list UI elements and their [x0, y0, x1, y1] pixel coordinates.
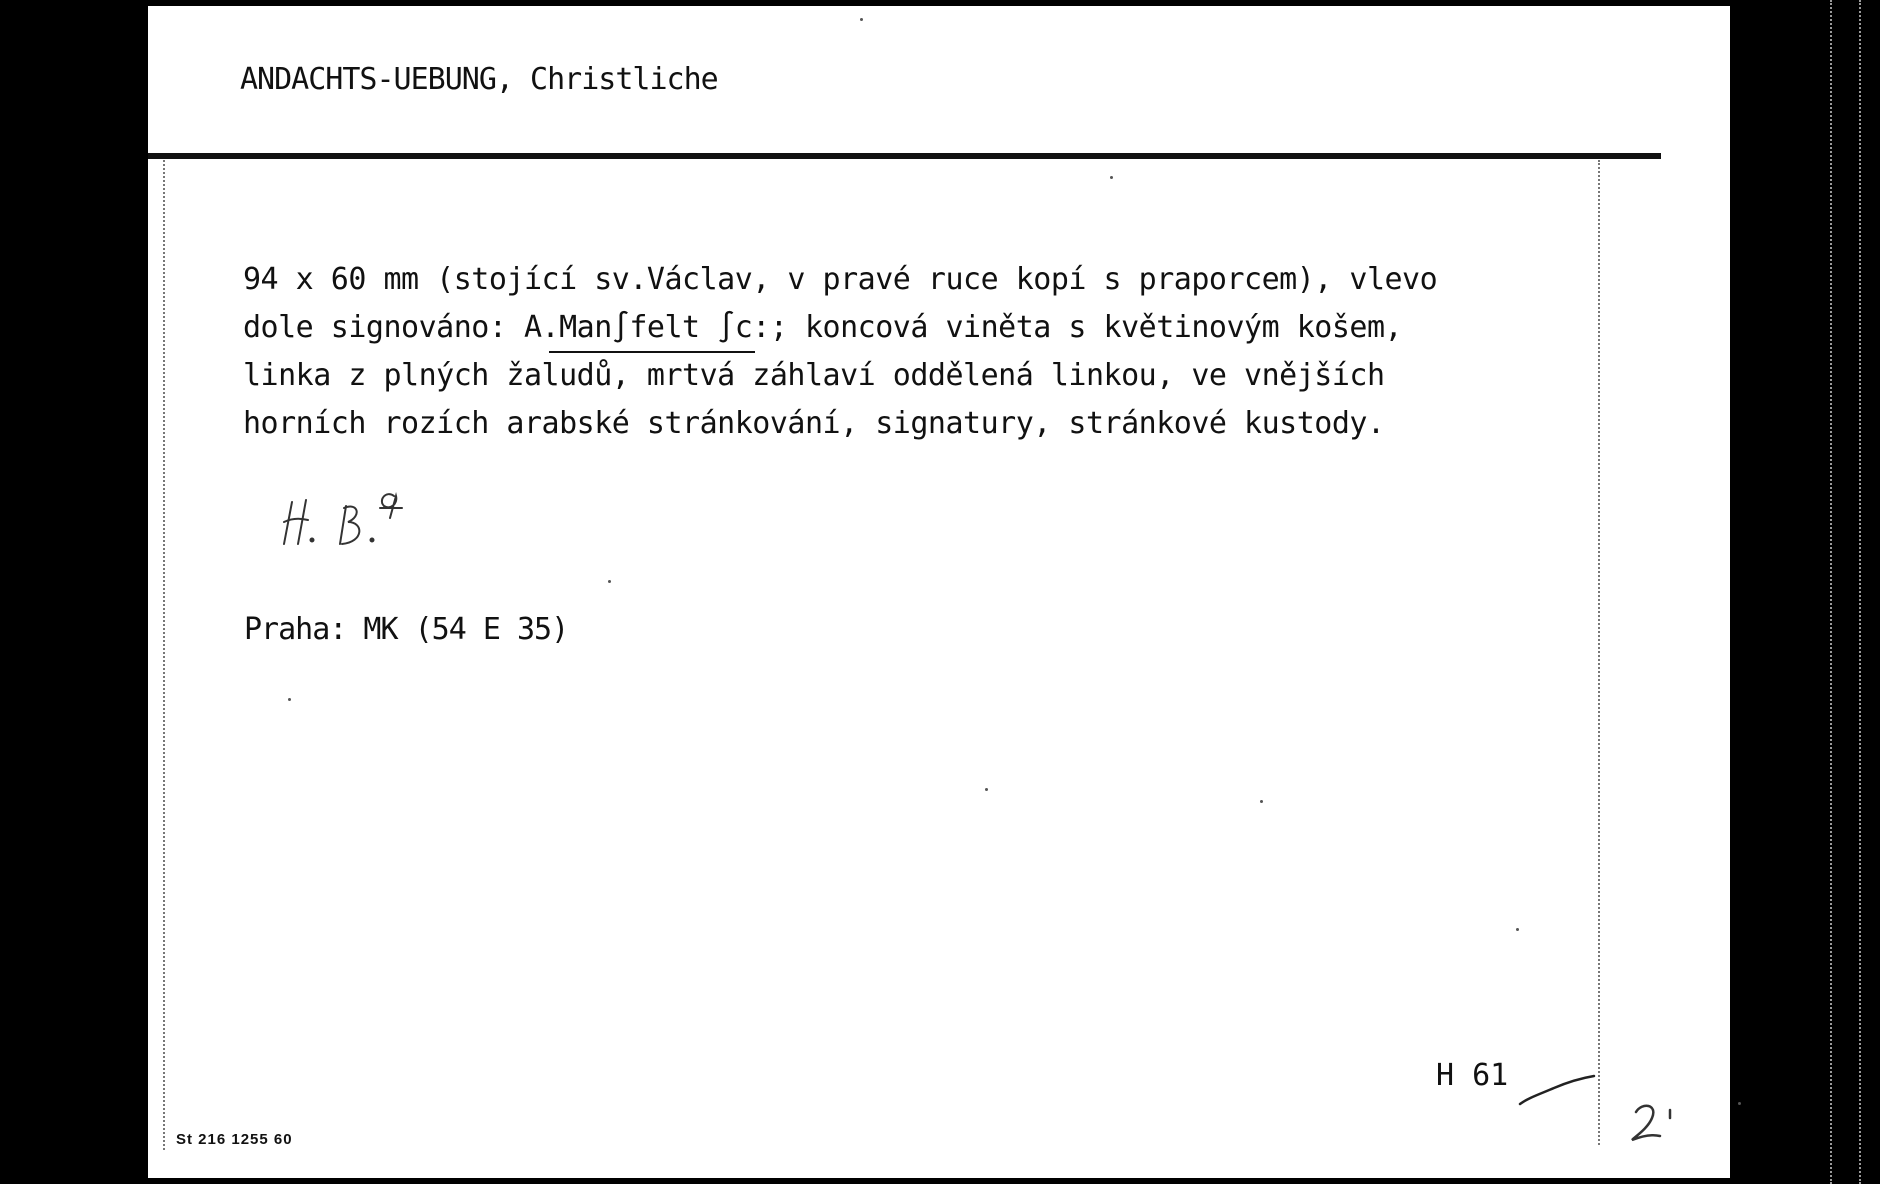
holding-location: Praha: MK (54 E 35) [244, 612, 569, 647]
speck [1516, 928, 1519, 931]
speck [608, 580, 611, 583]
handwritten-note-graphic [270, 482, 440, 562]
card-heading: ANDACHTS-UEBUNG, Christliche [240, 62, 718, 97]
speck [288, 698, 291, 701]
speck [860, 18, 863, 21]
speck [1110, 176, 1113, 179]
margin-mark-graphic [1624, 1096, 1680, 1152]
right-margin-line [1598, 160, 1600, 1145]
description-line-2: dole signováno: A.Man∫felt ∫c:; koncová viněta s květinovým košem, [243, 310, 1403, 345]
description [243, 256, 1437, 448]
description-line-3: linka z plných žaludů, mrtvá záhlaví oddělená linkou, ve vnějších [243, 358, 1385, 393]
call-number: H 61 [1436, 1058, 1509, 1093]
form-code: St 216 1255 60 [176, 1131, 293, 1148]
heading-rule [148, 153, 1661, 159]
description-line-4: horních rozích arabské stránkování, signatury, stránkové kustody. [243, 406, 1385, 441]
edge-dots-right [1830, 0, 1832, 1184]
edge-dots-far-right [1859, 0, 1861, 1184]
speck [1260, 800, 1263, 803]
description-line-1: 94 x 60 mm (stojící sv.Václav, v pravé ruce kopí s praporcem), vlevo [243, 262, 1438, 297]
signature-underline [549, 351, 755, 353]
speck [985, 788, 988, 791]
check-mark-graphic [1518, 1070, 1598, 1110]
left-margin-line [163, 160, 165, 1150]
speck [1738, 1102, 1741, 1105]
catalog-card [148, 6, 1730, 1178]
